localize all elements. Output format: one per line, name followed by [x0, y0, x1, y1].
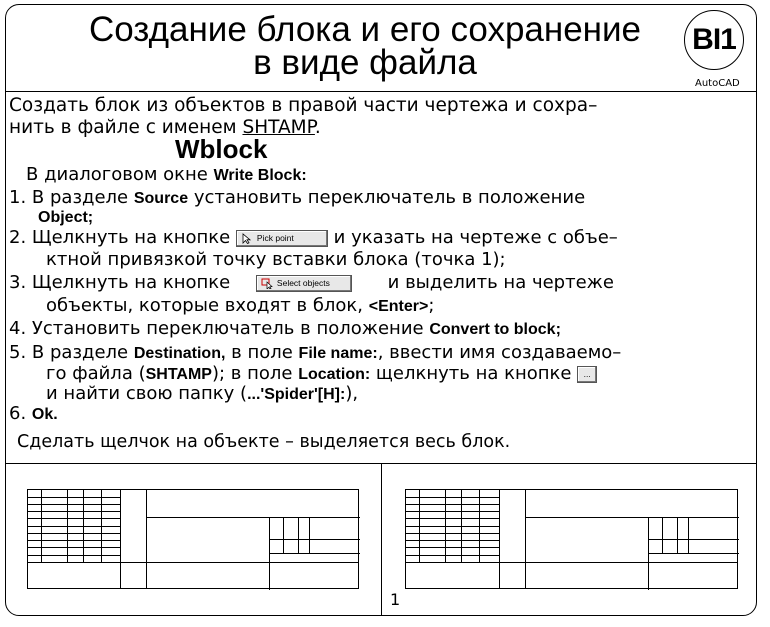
page-title-line1: Создание блока и его сохранение — [88, 10, 642, 49]
step-5: 5. В разделе Destination, в поле File name:, ввести имя создаваемо– — [9, 342, 622, 363]
step-5-line3: и найти свою папку (...'Spider'[H]:), — [46, 383, 359, 404]
step-2: 2. Щелкнуть на кнопке Pick point и указать на чертеже с объе– — [9, 227, 618, 248]
command-name: Wblock — [175, 134, 268, 164]
cursor-icon — [241, 233, 253, 244]
intro-line-2: нить в файле с именем SHTAMP. — [9, 117, 321, 138]
step-1-line2: Object; — [38, 209, 94, 226]
intro-line-1: Создать блок из объектов в правой части чертежа и сохра– — [9, 95, 598, 116]
dialog-line: В диалоговом окне Write Block: — [26, 164, 307, 185]
page-title-line2: в виде файла — [253, 43, 477, 82]
slide-badge: BI1 — [684, 10, 744, 70]
app-label: AutoCAD — [695, 78, 740, 89]
step-5-line2: го файла (SHTAMP); в поле Location: щелкнуть на кнопке ... — [46, 364, 597, 385]
step-3: 3. Щелкнуть на кнопке Select objects и выделить на чертеже — [9, 272, 614, 293]
footer-note: Сделать щелчок на объекте – выделяется весь блок. — [17, 432, 511, 452]
intro-filename: SHTAMP — [242, 117, 315, 138]
drawing-divider — [381, 463, 382, 616]
title-block-right — [405, 489, 738, 589]
step-6: 6. Ok. — [9, 403, 58, 424]
step-1: 1. В разделе Source установить переключатель в положение — [9, 187, 586, 208]
select-objects-button[interactable]: Select objects — [256, 275, 352, 292]
title-block-left — [27, 489, 359, 589]
header-divider — [5, 91, 757, 92]
insertion-point-label: 1 — [390, 590, 401, 609]
step-4: 4. Установить переключатель в положение Convert to block; — [9, 318, 561, 339]
step-3-line2: объекты, которые входят в блок, <Enter>; — [46, 295, 435, 316]
select-objects-icon — [261, 278, 273, 289]
pick-point-button[interactable]: Pick point — [236, 230, 328, 247]
browse-button[interactable]: ... — [577, 366, 597, 383]
step-2-line2: ктной привязкой точку вставки блока (точка 1); — [46, 249, 506, 270]
